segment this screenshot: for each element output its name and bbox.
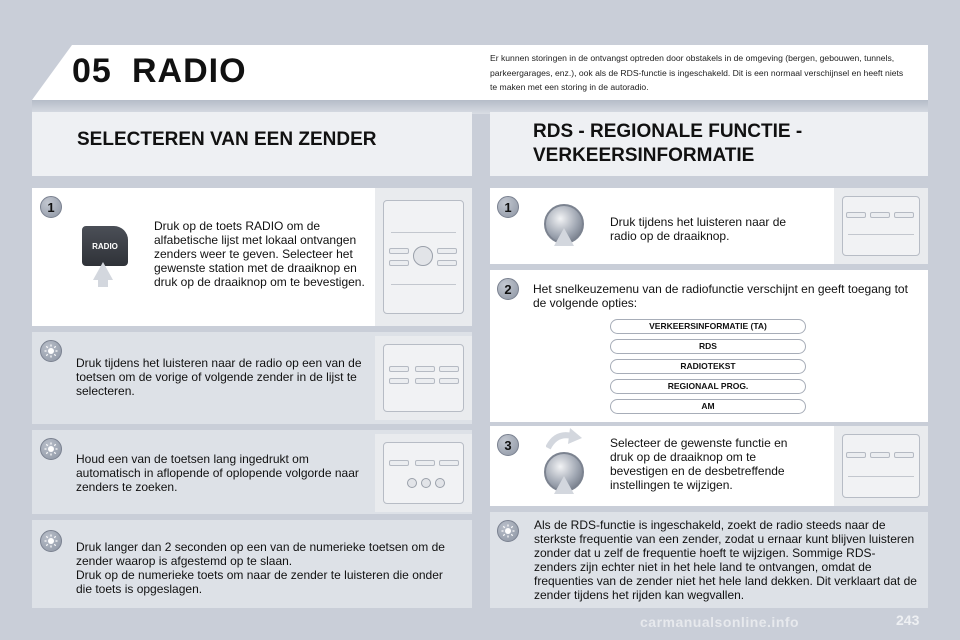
chapter-title: RADIO [132, 52, 247, 90]
right-step2-text: Het snelkeuzemenu van de radiofunctie verschijnt en geeft toegang tot de volgende opties: [533, 282, 908, 310]
page-number: 243 [896, 612, 920, 628]
left-tip3-text [76, 540, 456, 596]
left-section-heading [32, 112, 472, 176]
step-badge-1: 1 [40, 196, 62, 218]
tip-bulb-icon [40, 530, 62, 552]
step-badge-3: 3 [497, 434, 519, 456]
press-arrow-stem [98, 279, 108, 287]
radio-device-image-5 [834, 426, 928, 506]
option-am: AM [610, 399, 806, 414]
right-heading-line1: RDS - REGIONALE FUNCTIE - [533, 121, 803, 142]
press-arrow-icon [93, 262, 113, 280]
left-tip2-text: Houd een van de toetsen lang ingedrukt om automatisch in aflopende of oplopende volgorde naar zenders te zoeken. [76, 452, 359, 494]
chapter-number: 05 [72, 52, 112, 90]
left-tip1-text: Druk tijdens het luisteren naar de radio op een van de toetsen om de vorige of volgende zender in de lijst te selecteren. [76, 356, 362, 398]
tip-bulb-icon [40, 340, 62, 362]
step-badge-1: 1 [497, 196, 519, 218]
option-traffic-info: VERKEERSINFORMATIE (TA) [610, 319, 806, 334]
radio-device-image [375, 188, 472, 326]
rotate-arrow-icon [546, 428, 582, 450]
option-radiotext: RADIOTEKST [610, 359, 806, 374]
option-regional-prog: REGIONAAL PROG. [610, 379, 806, 394]
step-badge-2: 2 [497, 278, 519, 300]
right-tip-text: Als de RDS-functie is ingeschakeld, zoekt de radio steeds naar de sterkste frequentie van een zender, zodat u ernaar kunt blijven luisteren zonder dat u zelf de frequentie hoeft te wijzigen. Sommige RDS-zenders zijn echter niet in het hele land te ontvangen, omdat de frequenties van de zender niet het hele land dekken. Dit verklaart dat de zender tijdens het rijden kan wegvallen. [534, 518, 917, 602]
radio-device-image-2 [375, 336, 472, 420]
right-step3-text: Selecteer de gewenste functie en druk op de draaiknop om te bevestigen en de desbetreffende instellingen te wijzigen. [610, 436, 788, 492]
radio-device-image-4 [834, 188, 928, 264]
right-step1-text: Druk tijdens het luisteren naar de radio op de draaiknop. [610, 215, 787, 243]
right-section-heading [490, 112, 928, 176]
radio-key-label: RADIO [92, 241, 118, 251]
tip-bulb-icon [40, 438, 62, 460]
right-heading-text [533, 120, 893, 168]
radio-key-icon [82, 226, 128, 266]
radio-device-image-3 [375, 434, 472, 512]
watermark: carmanualsonline.info [640, 614, 800, 630]
reception-note: Er kunnen storingen in de ontvangst optreden door obstakels in de omgeving (bergen, gebouwen, tunnels, parkeergarages, enz.), ook als de RDS-functie is ingeschakeld. Dit is een normaal verschijnsel en heeft niets te maken met een storing in de autoradio. [490, 53, 904, 92]
left-tip3-line-b: Druk op de numerieke toets om naar de zender te luisteren die onder die toets is opgeslagen. [76, 568, 443, 596]
press-arrow-icon [554, 228, 574, 246]
press-arrow-icon [554, 476, 574, 494]
left-step1-text: Druk op de toets RADIO om de alfabetische lijst met lokaal ontvangen zenders weer te geven. Selecteer het gewenste station met de draaiknop en druk op de draaiknop om te bevestigen. [154, 219, 365, 289]
option-rds: RDS [610, 339, 806, 354]
right-heading-line2: VERKEERSINFORMATIE [533, 145, 755, 166]
left-heading-text: SELECTEREN VAN EEN ZENDER [77, 129, 377, 150]
tip-bulb-icon [497, 520, 519, 542]
left-tip3-line-a: Druk langer dan 2 seconden op een van de numerieke toetsen om de zender waarop is afgestemd op te slaan. [76, 540, 445, 568]
